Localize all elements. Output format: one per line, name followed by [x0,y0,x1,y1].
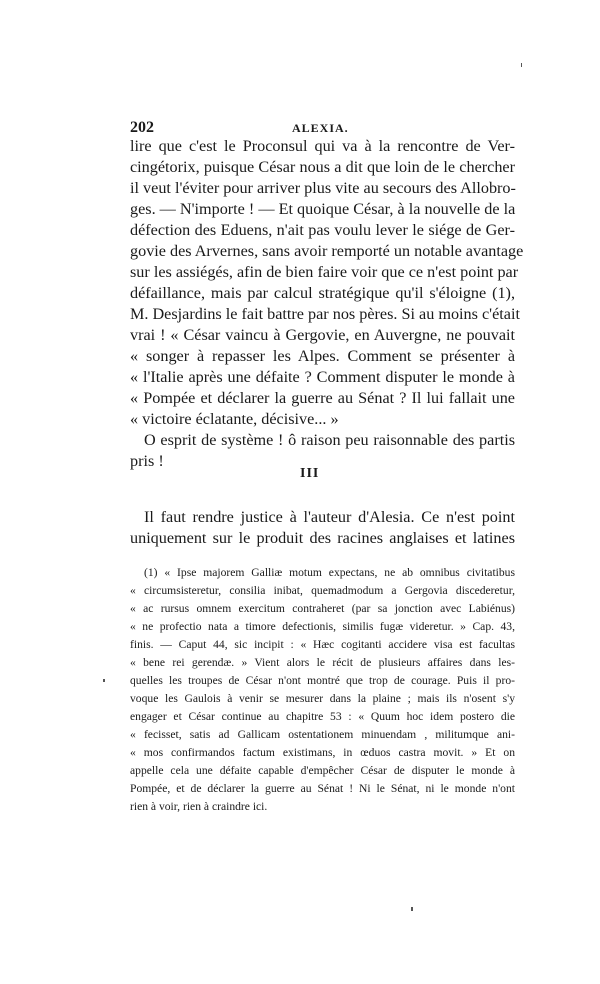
text-line: lire que c'est le Proconsul qui va à la rencontre de Ver- [130,137,515,155]
text-line: il veut l'éviter pour arriver plus vite au secours des Allobro- [130,179,516,197]
footnote-line: finis. — Caput 44, sic incipit : « Hæc cogitanti accidere visa est facultas [130,638,515,651]
section-heading: III [300,466,320,481]
text-line: M. Desjardins le fait battre par nos pères. Si au moins c'était [130,305,520,323]
footnote-line: « circumsisteretur, consilia inibat, quemadmodum a Gergovia discederetur, [130,584,515,597]
text-line: ges. — N'importe ! — Et quoique César, à la nouvelle de la [130,200,516,218]
text-line: Il faut rendre justice à l'auteur d'Alesia. Ce n'est point [144,508,515,526]
text-line: « l'Italie après une défaite ? Comment disputer le monde à [130,368,515,386]
footnote-line: Pompée, et de déclarer la guerre au Sénat ! Ni le Sénat, ni le monde n'ont [130,782,515,795]
footnote-line: (1) « Ipse majorem Galliæ motum expectans, ne ab omnibus civitatibus [144,566,515,579]
footnote-line: « mos confirmandos factum existimans, in œduos castra movit. » Et on [130,746,515,759]
page-number: 202 [130,119,154,136]
text-line: sur les assiégés, afin de bien faire voir que ce n'est point par [130,263,519,281]
text-line: O esprit de système ! ô raison peu raisonnable des partis [144,431,515,449]
footnote-line: voque les Gaulois à venir se mesurer dans la plaine ; mais ils n'osent s'y [130,692,515,705]
running-title: ALEXIA. [292,121,349,135]
footnote-line: engager et César continue au chapitre 53 : « Quum hoc idem postero die [130,710,515,723]
footnote-line: quelles les troupes de César n'ont montré que trop de courage. Puis il pro- [130,674,515,687]
footnote-line: rien à voir, rien à craindre ici. [130,800,268,813]
scan-speck [521,63,522,67]
text-line: pris ! [130,452,164,470]
text-line: govie des Arvernes, sans avoir remporté un notable avantage [130,242,524,260]
text-line: défection des Eduens, n'ait pas voulu lever le siége de Ger- [130,221,515,239]
scan-speck [411,907,413,911]
text-line: « Pompée et déclarer la guerre au Sénat ? Il lui fallait une [130,389,515,407]
footnote-line: appelle cela une défaite capable d'empêcher César de disputer le monde à [130,764,515,777]
footnote-line: « bene rei gerendæ. » Vient alors le récit de plusieurs affaires dans les- [130,656,515,669]
text-line: vrai ! « César vaincu à Gergovie, en Auvergne, ne pouvait [130,326,515,344]
footnote-line: « ac rursus omnem exercitum contraheret (par sa jonction avec Labiénus) [130,602,515,615]
scan-speck [103,679,105,682]
text-line: défaillance, mais par calcul stratégique qu'il s'éloigne (1), [130,284,515,302]
text-line: uniquement sur le produit des racines anglaises et latines [130,529,515,547]
text-line: « victoire éclatante, décisive... » [130,410,339,428]
footnote-line: « ne profectio nata a timore defectionis, similis fugæ videretur. » Cap. 43, [130,620,515,633]
text-line: « songer à repasser les Alpes. Comment se présenter à [130,347,515,365]
text-line: cingétorix, puisque César nous a dit que loin de le chercher [130,158,515,176]
footnote-line: « fecisset, satis ad Gallicam ostentationem minuendam , militumque ani- [130,728,515,741]
page-header [130,119,520,137]
